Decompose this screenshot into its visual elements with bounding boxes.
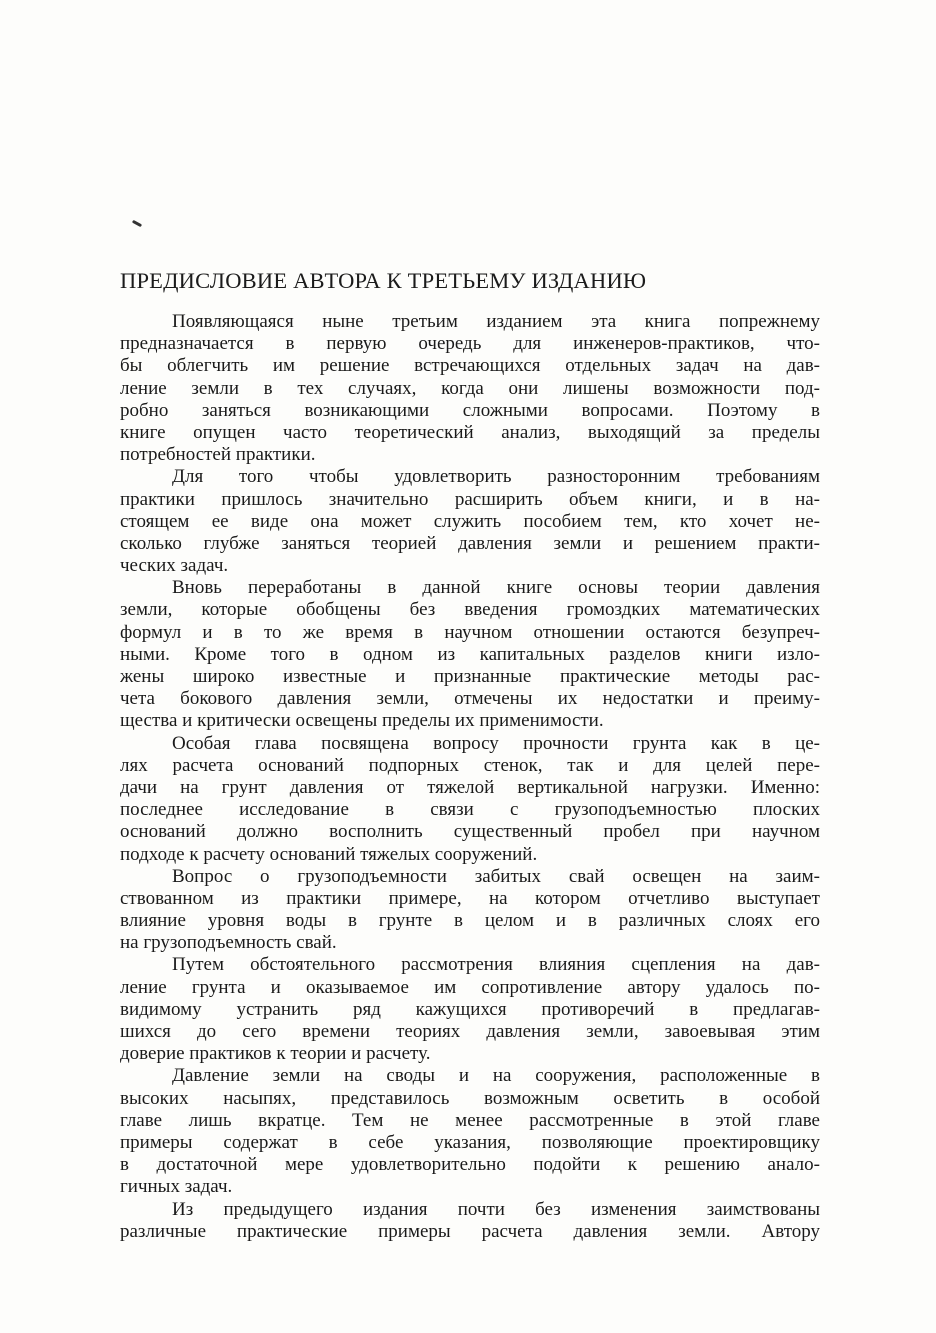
text-line: подходе к расчету оснований тяжелых сооружений. (120, 843, 538, 865)
text-line: Давление земли на своды и на сооружения, расположенные в (172, 1065, 820, 1087)
text-line: сколько глубже заняться теорией давления земли и решением практи- (120, 532, 820, 554)
text-line: ными. Кроме того в одном из капитальных разделов книги изло- (120, 643, 820, 665)
text-line: Вновь переработаны в данной книге основы теории давления (172, 577, 820, 599)
text-line: на грузоподъемность свай. (120, 932, 337, 954)
text-line: потребностей практики. (120, 444, 316, 466)
text-line: видимому устранить ряд кажущихся противоречий в предлагав- (120, 998, 820, 1020)
text-line: ление земли в тех случаях, когда они лишены возможности под- (120, 377, 820, 399)
text-line: Появляющаяся ныне третьим изданием эта книга попрежнему (172, 311, 820, 332)
text-line: ление грунта и оказываемое им сопротивление автору удалось по- (120, 976, 820, 998)
text-line: влияние уровня воды в грунте в целом и в различных слоях его (120, 910, 820, 932)
stray-ink-mark (132, 220, 142, 227)
text-line: шихся до сего времени теориях давления земли, завоевывая этим (120, 1021, 820, 1042)
text-line: Особая глава посвящена вопросу прочности грунта как в це- (172, 732, 820, 754)
text-line: стоящем ее виде она может служить пособием тем, кто хочет не- (120, 510, 820, 532)
text-line: чета бокового давления земли, отмечены их недостатки и преиму- (120, 688, 820, 710)
text-line: Вопрос о грузоподъемности забитых свай освещен на заим- (172, 865, 820, 887)
text-line: главе лишь вкратце. Тем не менее рассмотренные в этой главе (120, 1109, 820, 1131)
text-line: примеры содержат в себе указания, позволяющие проектировщику (120, 1131, 820, 1153)
text-line: дачи на грунт давления от тяжелой вертикальной нагрузки. Именно: (120, 776, 820, 798)
text-line: лях расчета оснований подпорных стенок, так и для целей пере- (120, 754, 820, 776)
text-line: доверие практиков к теории и расчету. (120, 1043, 431, 1065)
text-line: книге опущен часто теоретический анализ, выходящий за пределы (120, 421, 820, 443)
preface-body (120, 311, 820, 1243)
text-line: последнее исследование в связи с грузоподъемностью плоских (120, 799, 820, 821)
text-line: ческих задач. (120, 555, 229, 577)
text-line: высоких насыпях, представилось возможным осветить в особой (120, 1087, 820, 1109)
text-line: бы облегчить им решение встречающихся отдельных задач на дав- (120, 355, 820, 377)
text-line: земли, которые обобщены без введения громоздких математических (120, 599, 820, 621)
text-line: Путем обстоятельного рассмотрения влияния сцепления на дав- (172, 954, 820, 976)
text-line: практики пришлось значительно расширить объем книги, и в на- (120, 488, 820, 510)
text-line: различные практические примеры расчета давления земли. Автору (120, 1220, 820, 1242)
text-line: оснований должно восполнить существенный пробел при научном (120, 821, 820, 843)
text-line: щества и критически освещены пределы их применимости. (120, 710, 604, 732)
text-line: ствованном из практики примере, на котором отчетливо выступает (120, 887, 820, 909)
text-line: гичных задач. (120, 1176, 233, 1198)
text-line: жены широко известные и признанные практические методы рас- (120, 666, 820, 687)
text-line: формул и в то же время в научном отношении остаются безупреч- (120, 621, 820, 643)
text-line: в достаточной мере удовлетворительно подойти к решению анало- (120, 1154, 820, 1176)
text-line: предназначается в первую очередь для инженеров-практиков, что- (120, 333, 820, 355)
page-title: ПРЕДИСЛОВИЕ АВТОРА К ТРЕТЬЕМУ ИЗДАНИЮ (120, 268, 647, 293)
text-line: Для того чтобы удовлетворить разносторонним требованиям (172, 466, 820, 488)
text-line: робно заняться возникающими сложными вопросами. Поэтому в (120, 399, 820, 421)
text-line: Из предыдущего издания почти без изменения заимствованы (172, 1198, 820, 1220)
